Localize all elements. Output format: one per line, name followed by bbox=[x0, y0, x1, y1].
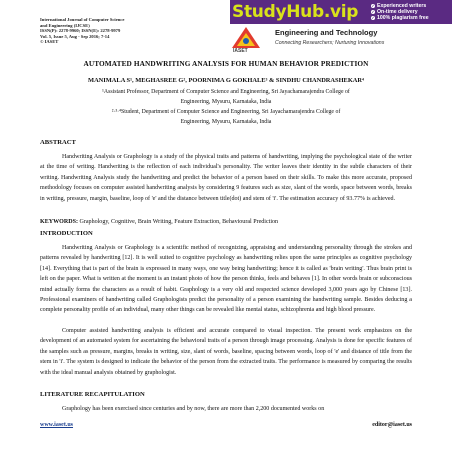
banner-feature: ✓ Experienced writers bbox=[371, 3, 427, 9]
journal-info bbox=[40, 17, 160, 45]
check-icon: ✓ bbox=[371, 9, 375, 14]
keywords-line bbox=[40, 217, 412, 227]
banner-feature: ✓ 100% plagiarism free bbox=[371, 15, 429, 22]
journal-name-line: and Engineering (IJCSE) bbox=[40, 22, 90, 28]
keywords-text: Graphology, Cognitive, Brain Writing, Feature Extraction, Behavioural Prediction bbox=[79, 219, 279, 225]
paper-title: AUTOMATED HANDWRITING ANALYSIS FOR HUMAN BEHAVIOR PREDICTION bbox=[83, 59, 369, 68]
iaset-logo-text: IASET bbox=[233, 48, 248, 54]
keywords-label: KEYWORDS: bbox=[40, 219, 78, 225]
abstract-heading: ABSTRACT bbox=[40, 139, 76, 146]
introduction-heading: INTRODUCTION bbox=[40, 230, 93, 237]
paper-authors: MANIMALA S¹, MEGHASREE G², POORNIMA G GOKHALE³ & SINDHU CHANDRASHEKAR⁴ bbox=[88, 77, 364, 84]
studyhub-brand[interactable]: StudyHub.vip bbox=[232, 2, 359, 22]
journal-copyright: © IASET bbox=[40, 39, 59, 45]
journal-issn: ISSN(P): 2278-9960; ISSN(E): 2278-9979 bbox=[40, 28, 121, 34]
banner-feature-list bbox=[371, 3, 429, 22]
banner-feature: ✓ On-time delivery bbox=[371, 9, 418, 16]
journal-volume: Vol. 5, Issue 5, Aug - Sep 2016; 7-14 bbox=[40, 33, 110, 39]
affiliation-2 bbox=[0, 107, 452, 127]
affiliation-1 bbox=[0, 87, 452, 107]
affiliation-line: Engineering, Mysuru, Karnataka, India bbox=[180, 119, 272, 125]
affiliation-line: ¹Assistant Professor, Department of Computer Science and Engineering, Sri Jayachamarajendra College of bbox=[102, 89, 350, 95]
introduction-paragraph-2: Computer assisted handwriting analysis is efficient and accurate compared to visual inspection. The present work emphasizes on the development of an automated system for ascertaining the behavioral traits of a person through image processing. Analysis is done for specific features of the samples such as pressure, margins, breaks in writing, size, slant of words, baseline, spacing between words, loop of 'e' and distance of title from the stem in 'i'. The system is designed to indicate the behavior of the person from the extracted traits. The performance is measured by comparing the results with the ideal manual analysis obtained by graphologist. bbox=[40, 328, 412, 376]
affiliation-line: ²·³·⁴Student, Department of Computer Science and Engineering, Sri Jayachamarajendra College of bbox=[111, 109, 341, 115]
publisher-tagline: Connecting Researchers; Nurturing Innovations bbox=[275, 40, 385, 46]
abstract-text: Handwriting Analysis or Graphology is a study of the physical traits and patterns of handwriting, implying the psychological state of the writer at the time of writing. Handwriting is the reflection of each individual's personality. The writer leaves their identity in the subtle characters of their writing. Handwriting Analysis study the handwriting and predict the behavior of a person based on their skills. To make this more accurate, proposed methodology focuses on computer assisted handwriting analysis by considering 9 features such as size, slant of the words, space between words, breaks in writing, pressure, margin, baseline, loop of 'e' and the distance between title(dot) and stem of 'i'. The estimation accuracy of 93.77% is achieved. bbox=[40, 154, 412, 202]
check-icon: ✓ bbox=[371, 16, 375, 21]
check-icon: ✓ bbox=[371, 3, 375, 8]
introduction-paragraph-1: Handwriting Analysis or Graphology is a scientific method of recognizing, appraising and understanding personality through the strokes and patterns revealed by handwriting [12]. It is well suited to cognitive psychology as handwriting relies upon the same principles as cognitive psychology [14]. Everything that is part of the brain is expressed in many ways, one way being handwriting; hence it is called as 'brain writing'. Thus brain print is left on the paper. What is written at the moment is an instant photo of how the person thinks, feels and behaves [1]. In other words brain or subconscious mind actually forms the characters as a result of habit. Graphology is a very old and respected science developed 3,000 years ago by Chinese [13]. Professional examiners of handwriting called Graphologists predict the personality of a person examining the handwriting sample. Besides deducing a complete personality profile of an individual, many other things can be revealed like mental status, schizophrenia and high blood pressure. bbox=[40, 245, 412, 314]
footer-website-link[interactable]: www.iaset.us bbox=[40, 422, 74, 428]
footer-email: editor@iaset.us bbox=[372, 422, 412, 428]
publisher-name: Engineering and Technology bbox=[275, 28, 378, 37]
literature-paragraph-1: Graphology has been exercised since centuries and by now, there are more than 2,200 documented works on bbox=[62, 406, 325, 412]
journal-name-line: International Journal of Computer Science bbox=[40, 17, 125, 22]
affiliation-line: Engineering, Mysuru, Karnataka, India bbox=[180, 99, 272, 105]
literature-heading: LITERATURE RECAPITULATION bbox=[40, 391, 145, 398]
